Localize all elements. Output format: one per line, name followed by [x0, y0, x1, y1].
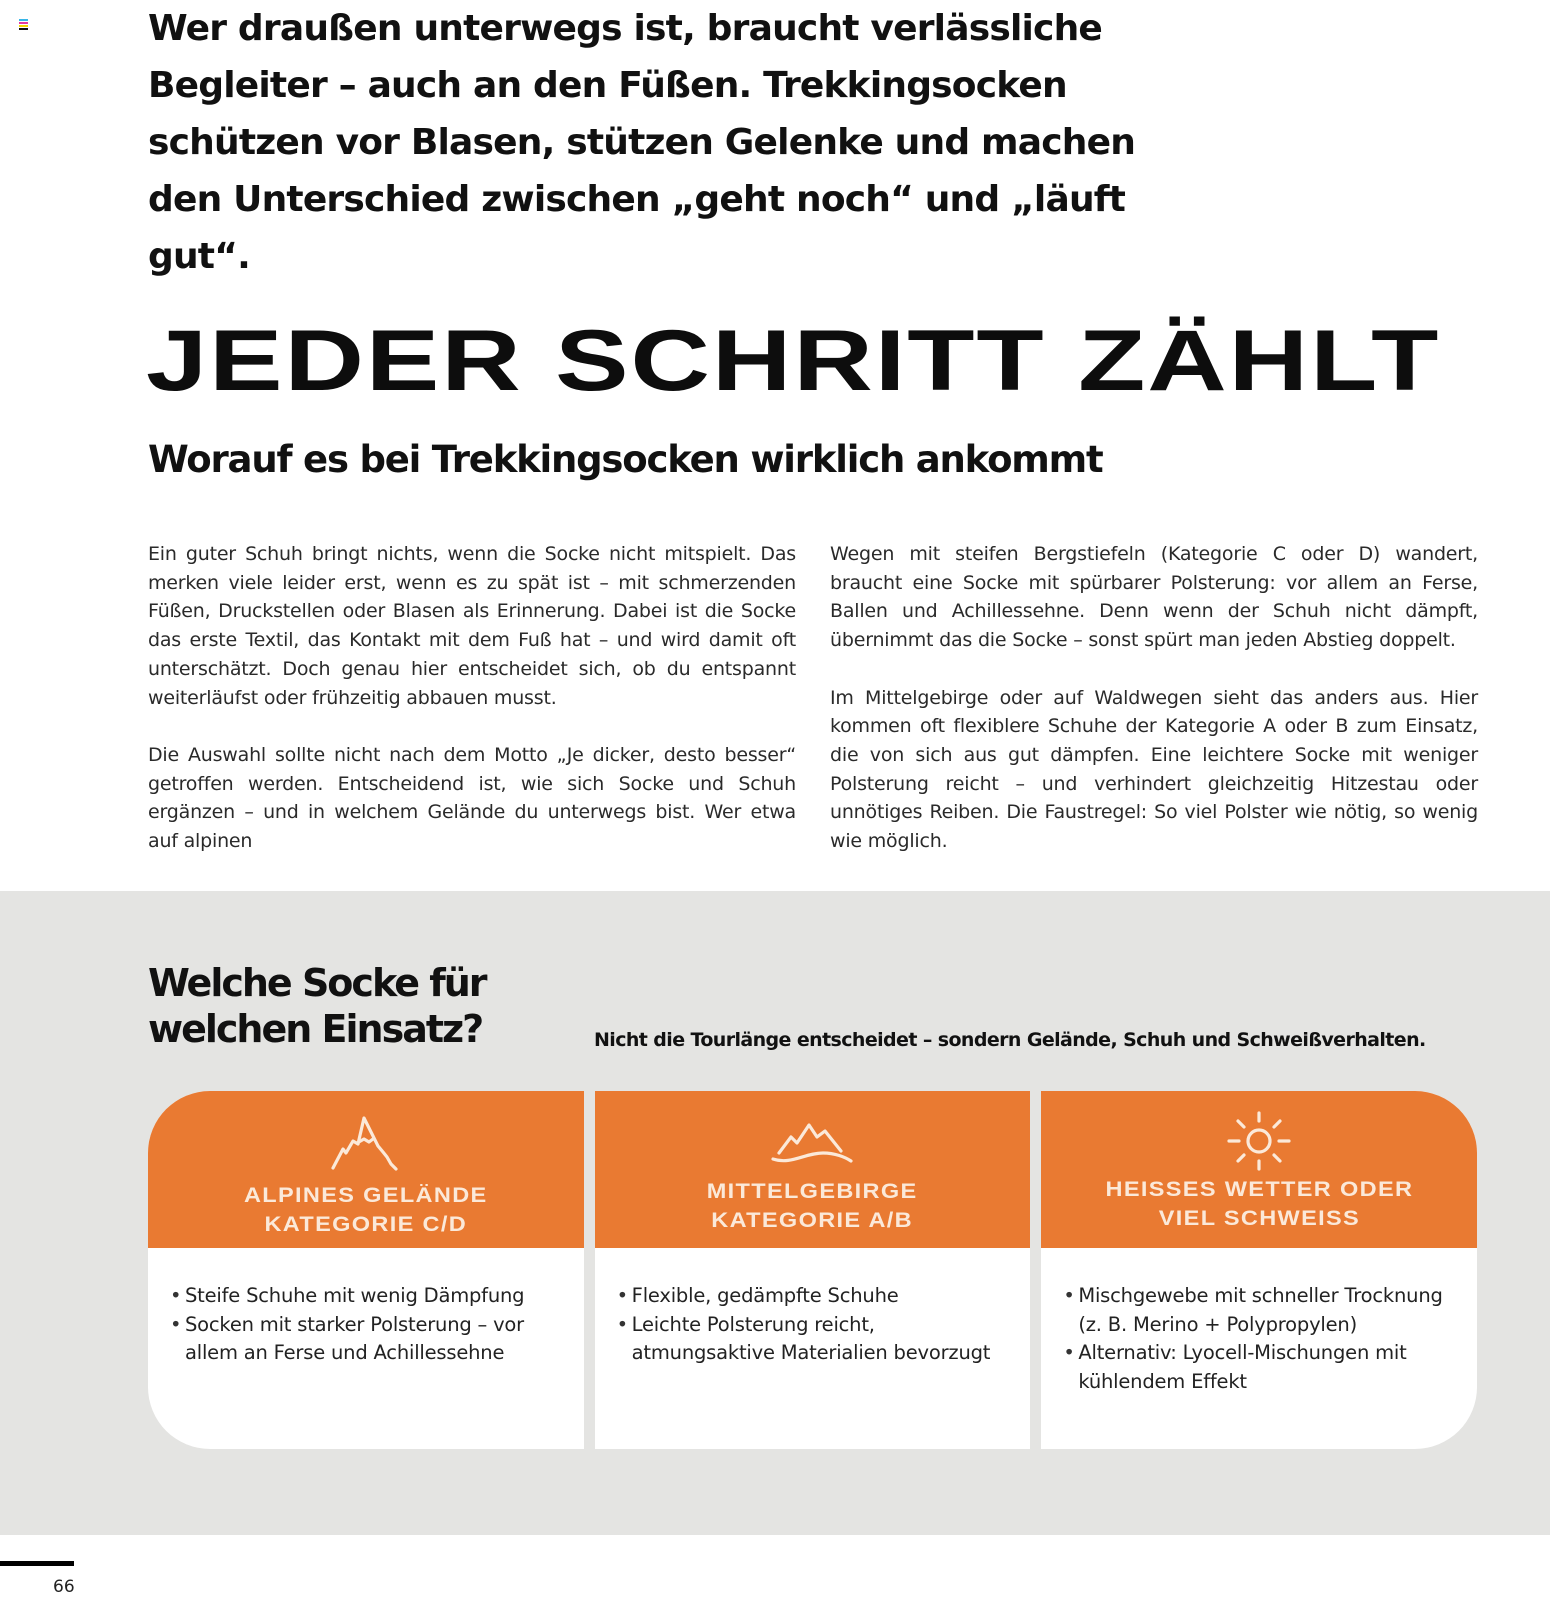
page-subheadline: Worauf es bei Trekkingsocken wirklich ankommt — [148, 438, 1103, 481]
list-item: • Leichte Polsterung reicht, atmungsaktive Materialien bevorzugt — [617, 1311, 1001, 1368]
page-number: 66 — [53, 1577, 75, 1597]
guide-title-line: Welche Socke für — [148, 961, 486, 1005]
body-column-left — [148, 540, 796, 884]
alpine-peak-icon — [331, 1115, 401, 1171]
color-mark-cyan — [19, 19, 28, 21]
color-mark-yellow — [19, 25, 28, 27]
bullet-list — [170, 1282, 554, 1368]
list-item: • Mischgewebe mit schneller Trocknung (z. B. Merino + Polypropylen) — [1063, 1282, 1447, 1339]
body-column-right — [830, 540, 1478, 884]
card-alpine — [148, 1091, 584, 1449]
card-mittelgebirge — [595, 1091, 1031, 1449]
body-paragraph: Die Auswahl sollte nicht nach dem Motto „Je dicker, desto besser“ getroffen werden. Entscheidend ist, wie sich Socke und Schuh ergänzen – und in welchem Gelände du unterwegs bist. Wer etwa auf alpinen — [148, 743, 796, 853]
color-mark-magenta — [19, 22, 28, 24]
card-hot-weather — [1041, 1091, 1477, 1449]
sock-guide-cards — [148, 1091, 1477, 1449]
body-paragraph: Ein guter Schuh bringt nichts, wenn die Socke nicht mitspielt. Das merken viele leider erst, wenn es zu spät ist – mit schmerzenden Füßen, Druckstellen oder Blasen als Erinnerung. Dabei ist die Socke das erste Textil, das Kontakt mit dem Fuß hat – und wird damit oft unterschätzt. Doch genau hier entscheidet sich, ob du entspannt weiterläufst oder frühzeitig abbauen musst. — [148, 543, 796, 709]
card-header — [148, 1091, 584, 1248]
sun-icon — [1227, 1111, 1291, 1171]
list-item: • Steife Schuhe mit wenig Dämpfung — [170, 1282, 554, 1311]
list-item: • Flexible, gedämpfte Schuhe — [617, 1282, 1001, 1311]
card-title: HEISSES WETTER ODER VIEL SCHWEISS — [1105, 1178, 1414, 1230]
rolling-hills-icon — [771, 1123, 855, 1167]
card-title: MITTELGEBIRGE KATEGORIE A/B — [707, 1180, 918, 1232]
intro-text: Wer draußen unterwegs ist, braucht verlässliche Begleiter – auch an den Füßen. Trekkingsocken schützen vor Blasen, stützen Gelenke und machen den Unterschied zwischen „geht noch“ und „läuft gut“. — [148, 8, 1136, 277]
body-paragraph: Wegen mit steifen Bergstiefeln (Kategorie C oder D) wandert, braucht eine Socke mit spürbarer Polsterung: vor allem an Ferse, Ballen und Achillessehne. Denn wenn der Schuh nicht dämpft, übernimmt das die Socke – sonst spürt man jeden Abstieg doppelt. — [830, 543, 1478, 652]
list-item: • Socken mit starker Polsterung – vor allem an Ferse und Achillessehne — [170, 1311, 554, 1368]
bullet-list — [617, 1282, 1001, 1368]
page-footer-rule — [0, 1561, 74, 1566]
print-color-marks — [19, 19, 28, 31]
guide-title — [148, 960, 486, 1052]
color-mark-black — [19, 28, 28, 30]
body-paragraph: Im Mittelgebirge oder auf Waldwegen sieht das anders aus. Hier kommen oft flexiblere Schuhe der Kategorie A oder B zum Einsatz, die von sich aus gut dämpfen. Eine leichtere Socke mit weniger Polsterung reicht – und verhindert gleichzeitig Hitzestau oder unnötiges Reiben. Die Faustregel: So viel Polster wie nötig, so wenig wie möglich. — [830, 686, 1478, 853]
list-item: • Alternativ: Lyocell-Mischungen mit kühlendem Effekt — [1063, 1339, 1447, 1396]
card-title: ALPINES GELÄNDE KATEGORIE C/D — [244, 1184, 488, 1236]
card-body — [1041, 1248, 1477, 1396]
card-body — [148, 1248, 584, 1368]
page-headline: JEDER SCHRITT ZÄHLT — [146, 313, 1441, 409]
card-header — [1041, 1091, 1477, 1248]
card-body — [595, 1248, 1031, 1368]
guide-title-line: welchen Einsatz? — [148, 1007, 483, 1051]
card-header — [595, 1091, 1031, 1248]
bullet-list — [1063, 1282, 1447, 1396]
guide-note: Nicht die Tourlänge entscheidet – sondern Gelände, Schuh und Schweißverhalten. — [594, 1029, 1426, 1051]
